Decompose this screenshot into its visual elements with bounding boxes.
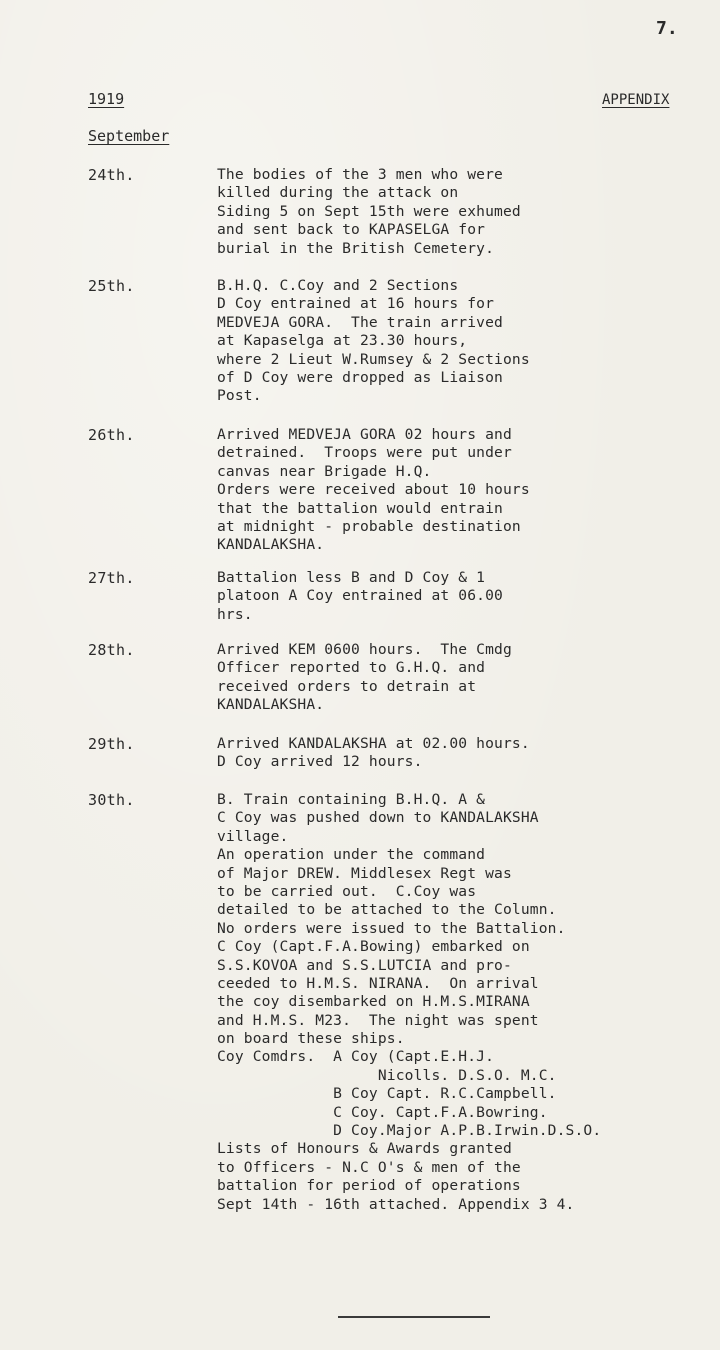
entry-line: No orders were issued to the Battalion. (217, 919, 566, 937)
entry-line: Coy Comdrs. A Coy (Capt.E.H.J. (217, 1048, 495, 1066)
entry-text (217, 426, 697, 555)
entry-line: to Officers - N.C O's & men of the (217, 1158, 521, 1176)
appendix-heading: APPENDIX (602, 92, 670, 108)
entry-line: of Major DREW. Middlesex Regt was (217, 864, 512, 882)
entry-line: of D Coy were dropped as Liaison (217, 368, 503, 386)
entry-line: Nicolls. D.S.O. M.C. (217, 1066, 557, 1084)
entry-line: platoon A Coy entrained at 06.00 (217, 587, 503, 605)
entry-line: Officer reported to G.H.Q. and (217, 659, 486, 677)
entry-line: Arrived MEDVEJA GORA 02 hours and (217, 426, 512, 443)
entry-line: and H.M.S. M23. The night was spent (217, 1011, 539, 1029)
entry-line: D Coy entrained at 16 hours for (217, 295, 495, 313)
entry-line: at Kapaselga at 23.30 hours, (217, 332, 468, 350)
entry-line: burial in the British Cemetery. (217, 239, 495, 257)
entry-line: Siding 5 on Sept 15th were exhumed (217, 202, 521, 220)
entry-text (217, 735, 697, 772)
entry-line: C Coy. Capt.F.A.Bowring. (217, 1103, 548, 1121)
entry-line: An operation under the command (217, 846, 486, 864)
entry-line: Orders were received about 10 hours (217, 481, 530, 499)
page-number: 7. (656, 18, 678, 39)
entry-text (217, 791, 697, 1214)
entry-date: 24th. (88, 166, 135, 184)
year-heading: 1919 (88, 90, 125, 108)
entry-line: KANDALAKSHA. (217, 696, 325, 714)
entry-line: on board these ships. (217, 1030, 405, 1048)
entry-line: D Coy.Major A.P.B.Irwin.D.S.O. (217, 1122, 602, 1140)
entry-date: 27th. (88, 569, 135, 587)
entry-line: at midnight - probable destination (217, 517, 521, 535)
entry-text (217, 166, 697, 258)
entry-line: killed during the attack on (217, 184, 459, 202)
entry-line: B.H.Q. C.Coy and 2 Sections (217, 277, 459, 294)
entry-line: The bodies of the 3 men who were (217, 166, 503, 183)
entry-line: Sept 14th - 16th attached. Appendix 3 4. (217, 1195, 575, 1213)
entry-line: B. Train containing B.H.Q. A & (217, 791, 486, 808)
closing-rule (338, 1316, 490, 1318)
entry-text (217, 569, 697, 624)
entry-line: ceeded to H.M.S. NIRANA. On arrival (217, 974, 539, 992)
entry-line: that the battalion would entrain (217, 499, 503, 517)
entry-line: C Coy (Capt.F.A.Bowing) embarked on (217, 938, 530, 956)
entry-line: the coy disembarked on H.M.S.MIRANA (217, 993, 530, 1011)
entry-line: C Coy was pushed down to KANDALAKSHA (217, 809, 539, 827)
entry-line: battalion for period of operations (217, 1177, 521, 1195)
entry-line: S.S.KOVOA and S.S.LUTCIA and pro- (217, 956, 512, 974)
entry-line: detailed to be attached to the Column. (217, 901, 557, 919)
entry-line: Lists of Honours & Awards granted (217, 1140, 512, 1158)
entry-text (217, 641, 697, 715)
entry-line: canvas near Brigade H.Q. (217, 462, 432, 480)
entry-line: received orders to detrain at (217, 677, 477, 695)
entry-date: 29th. (88, 735, 135, 753)
entry-line: Battalion less B and D Coy & 1 (217, 569, 486, 586)
entry-line: Post. (217, 387, 262, 405)
entry-line: Arrived KEM 0600 hours. The Cmdg (217, 641, 512, 658)
month-heading: September (88, 127, 170, 145)
entry-line: village. (217, 827, 289, 845)
entry-date: 25th. (88, 277, 135, 295)
entry-line: to be carried out. C.Coy was (217, 882, 477, 900)
entry-date: 30th. (88, 791, 135, 809)
entry-text (217, 277, 697, 406)
entry-line: where 2 Lieut W.Rumsey & 2 Sections (217, 350, 530, 368)
entry-line: and sent back to KAPASELGA for (217, 221, 486, 239)
entry-date: 26th. (88, 426, 135, 444)
entry-line: detrained. Troops were put under (217, 444, 512, 462)
entry-line: B Coy Capt. R.C.Campbell. (217, 1085, 557, 1103)
entry-line: hrs. (217, 605, 253, 623)
entry-date: 28th. (88, 641, 135, 659)
entry-line: KANDALAKSHA. (217, 536, 325, 554)
entry-line: D Coy arrived 12 hours. (217, 753, 423, 771)
entry-line: Arrived KANDALAKSHA at 02.00 hours. (217, 735, 530, 752)
entry-line: MEDVEJA GORA. The train arrived (217, 313, 503, 331)
